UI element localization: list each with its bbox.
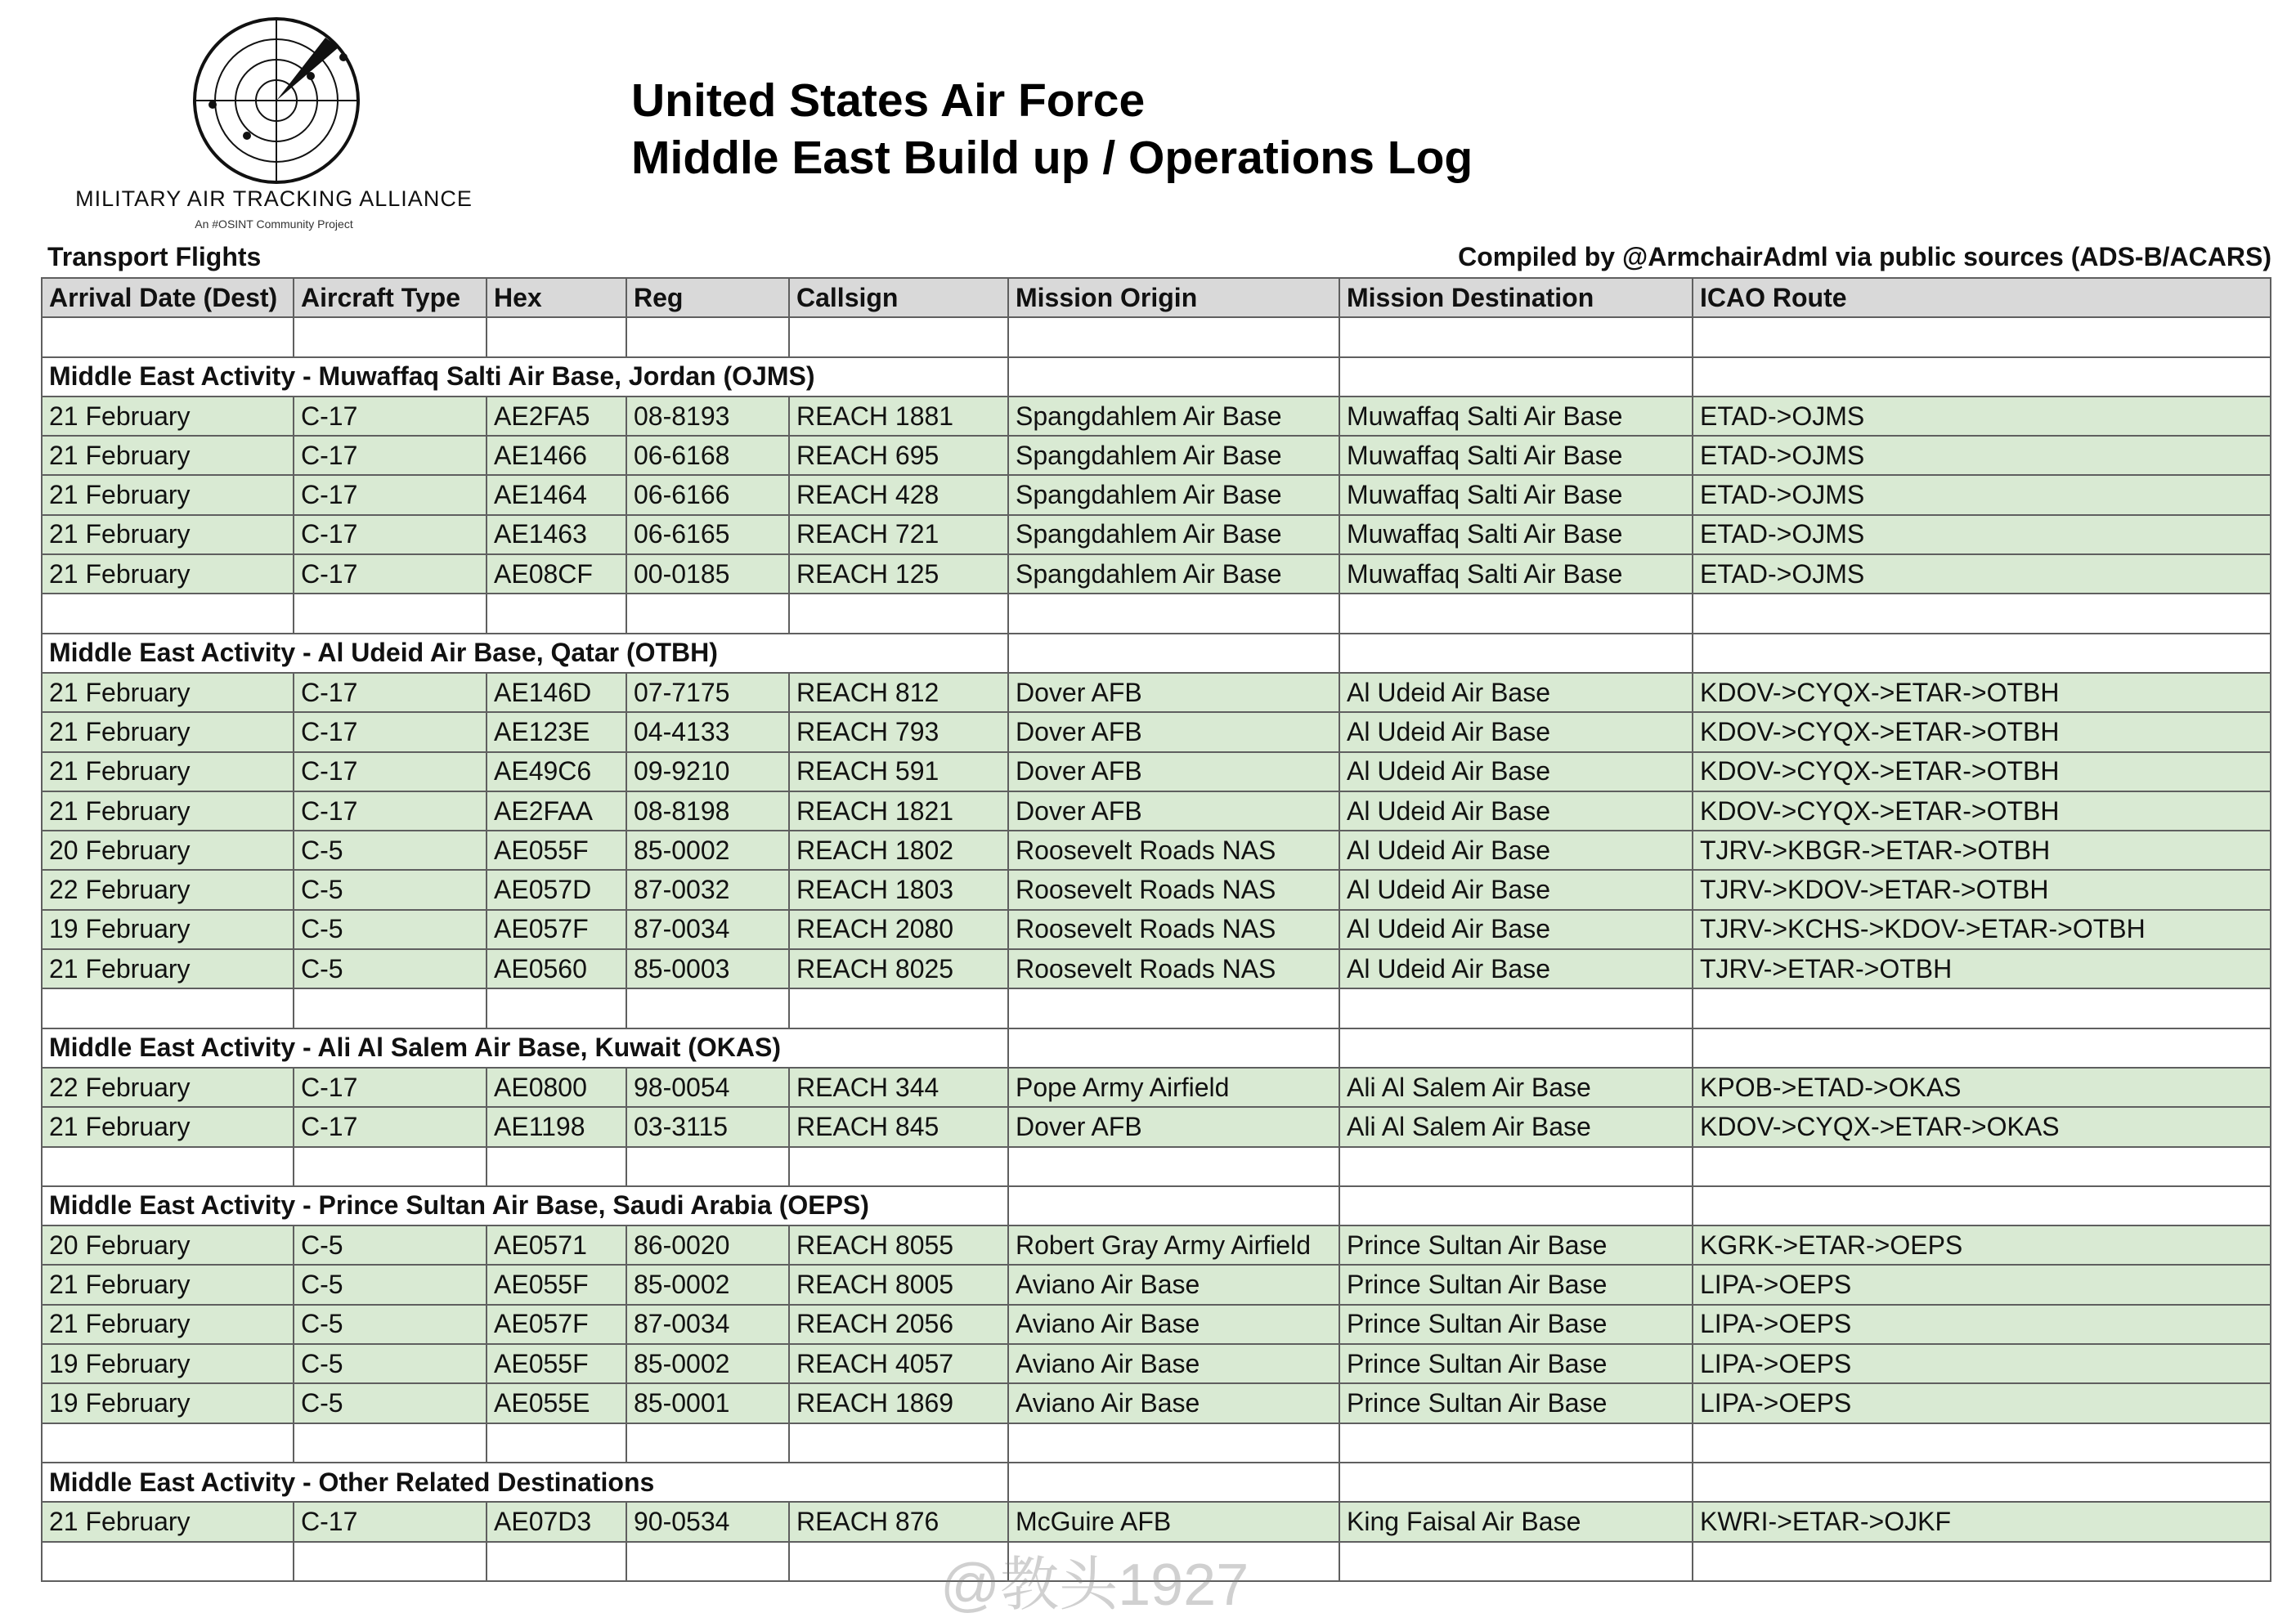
section-header-row <box>42 634 2271 673</box>
section-title: Middle East Activity - Muwaffaq Salti Air Base, Jordan (OJMS) <box>42 357 1008 397</box>
table-cell: 21 February <box>42 752 294 791</box>
table-cell: C-5 <box>294 1383 487 1423</box>
table-row <box>42 791 2271 831</box>
table-cell: AE2FAA <box>487 791 626 831</box>
table-cell: 06-6168 <box>626 436 789 475</box>
table-cell: AE146D <box>487 673 626 712</box>
table-cell: Prince Sultan Air Base <box>1339 1265 1693 1304</box>
table-cell: 87-0034 <box>626 910 789 949</box>
logo-name: MILITARY AIR TRACKING ALLIANCE <box>75 186 473 211</box>
table-cell: AE0571 <box>487 1225 626 1265</box>
empty-cell <box>294 1423 487 1463</box>
empty-cell <box>626 1542 789 1581</box>
column-header: Reg <box>626 278 789 317</box>
table-row <box>42 831 2271 870</box>
table-cell: AE055F <box>487 1265 626 1304</box>
table-cell: 85-0001 <box>626 1383 789 1423</box>
empty-cell <box>487 988 626 1028</box>
table-cell: ETAD->OJMS <box>1693 515 2271 554</box>
table-cell: Dover AFB <box>1008 1107 1339 1146</box>
title-line-1: United States Air Force <box>631 74 1146 127</box>
table-cell: Al Udeid Air Base <box>1339 712 1693 751</box>
empty-cell <box>487 317 626 356</box>
table-cell: TJRV->KBGR->ETAR->OTBH <box>1693 831 2271 870</box>
table-cell: 20 February <box>42 831 294 870</box>
table-cell: REACH 695 <box>789 436 1008 475</box>
empty-cell <box>1008 1147 1339 1186</box>
empty-cell <box>626 317 789 356</box>
table-row <box>42 397 2271 436</box>
table-cell: Roosevelt Roads NAS <box>1008 870 1339 909</box>
table-cell: 85-0003 <box>626 949 789 988</box>
table-cell: C-5 <box>294 870 487 909</box>
empty-cell <box>1008 1463 1339 1502</box>
empty-cell <box>789 988 1008 1028</box>
empty-cell <box>1339 1542 1693 1581</box>
column-header: Callsign <box>789 278 1008 317</box>
table-cell: Prince Sultan Air Base <box>1339 1305 1693 1344</box>
table-cell: C-17 <box>294 752 487 791</box>
table-cell: 21 February <box>42 436 294 475</box>
empty-cell <box>626 1423 789 1463</box>
table-cell: AE2FA5 <box>487 397 626 436</box>
table-cell: C-17 <box>294 554 487 594</box>
empty-cell <box>626 1147 789 1186</box>
section-title: Middle East Activity - Prince Sultan Air Base, Saudi Arabia (OEPS) <box>42 1186 1008 1225</box>
table-cell: Al Udeid Air Base <box>1339 949 1693 988</box>
table-cell: AE07D3 <box>487 1502 626 1541</box>
blank-row <box>42 1147 2271 1186</box>
empty-cell <box>1693 988 2271 1028</box>
table-cell: Spangdahlem Air Base <box>1008 554 1339 594</box>
table-cell: Muwaffaq Salti Air Base <box>1339 436 1693 475</box>
empty-cell <box>1693 634 2271 673</box>
empty-cell <box>626 988 789 1028</box>
table-cell: REACH 721 <box>789 515 1008 554</box>
operations-table <box>41 277 2271 1582</box>
table-row <box>42 475 2271 514</box>
table-cell: Al Udeid Air Base <box>1339 752 1693 791</box>
table-cell: C-17 <box>294 475 487 514</box>
table-cell: 20 February <box>42 1225 294 1265</box>
table-row <box>42 1068 2271 1107</box>
column-header: Arrival Date (Dest) <box>42 278 294 317</box>
table-row <box>42 910 2271 949</box>
table-cell: REACH 8055 <box>789 1225 1008 1265</box>
column-header: Mission Origin <box>1008 278 1339 317</box>
table-cell: TJRV->KDOV->ETAR->OTBH <box>1693 870 2271 909</box>
table-cell: 21 February <box>42 1265 294 1304</box>
table-cell: REACH 8005 <box>789 1265 1008 1304</box>
empty-cell <box>42 1147 294 1186</box>
table-cell: C-5 <box>294 1344 487 1383</box>
empty-cell <box>1693 357 2271 397</box>
table-cell: LIPA->OEPS <box>1693 1265 2271 1304</box>
empty-cell <box>1693 1463 2271 1502</box>
section-title: Middle East Activity - Ali Al Salem Air Base, Kuwait (OKAS) <box>42 1028 1008 1068</box>
table-cell: C-5 <box>294 949 487 988</box>
table-cell: Al Udeid Air Base <box>1339 870 1693 909</box>
table-row <box>42 949 2271 988</box>
table-cell: C-5 <box>294 831 487 870</box>
table-cell: LIPA->OEPS <box>1693 1344 2271 1383</box>
empty-cell <box>1008 594 1339 633</box>
table-cell: AE057D <box>487 870 626 909</box>
table-cell: 21 February <box>42 712 294 751</box>
column-header: Hex <box>487 278 626 317</box>
table-cell: ETAD->OJMS <box>1693 554 2271 594</box>
table-cell: REACH 793 <box>789 712 1008 751</box>
table-cell: AE1466 <box>487 436 626 475</box>
table-cell: C-5 <box>294 910 487 949</box>
table-cell: Dover AFB <box>1008 712 1339 751</box>
table-row <box>42 1225 2271 1265</box>
table-cell: Aviano Air Base <box>1008 1344 1339 1383</box>
table-cell: AE1463 <box>487 515 626 554</box>
table-cell: 21 February <box>42 1107 294 1146</box>
empty-cell <box>1693 1186 2271 1225</box>
empty-cell <box>1008 1423 1339 1463</box>
table-cell: Aviano Air Base <box>1008 1305 1339 1344</box>
table-cell: C-17 <box>294 397 487 436</box>
empty-cell <box>1008 1028 1339 1068</box>
compiled-by: Compiled by @ArmchairAdml via public sources (ADS-B/ACARS) <box>1458 242 2271 271</box>
section-header-row <box>42 1028 2271 1068</box>
table-cell: KDOV->CYQX->ETAR->OTBH <box>1693 752 2271 791</box>
empty-cell <box>294 1147 487 1186</box>
table-cell: C-17 <box>294 1107 487 1146</box>
empty-cell <box>1339 1028 1693 1068</box>
table-body <box>42 317 2271 1581</box>
blank-row <box>42 1423 2271 1463</box>
empty-cell <box>294 594 487 633</box>
table-cell: Roosevelt Roads NAS <box>1008 910 1339 949</box>
blank-row <box>42 988 2271 1028</box>
empty-cell <box>42 1423 294 1463</box>
empty-cell <box>1693 1542 2271 1581</box>
table-cell: AE0800 <box>487 1068 626 1107</box>
radar-icon <box>188 15 368 186</box>
table-row <box>42 712 2271 751</box>
table-cell: REACH 428 <box>789 475 1008 514</box>
table-cell: Dover AFB <box>1008 673 1339 712</box>
table-cell: AE49C6 <box>487 752 626 791</box>
table-cell: Spangdahlem Air Base <box>1008 397 1339 436</box>
table-cell: Muwaffaq Salti Air Base <box>1339 554 1693 594</box>
table-cell: 22 February <box>42 1068 294 1107</box>
table-cell: REACH 845 <box>789 1107 1008 1146</box>
table-cell: 21 February <box>42 949 294 988</box>
watermark: @教头1927 <box>940 1553 1249 1618</box>
column-header: ICAO Route <box>1693 278 2271 317</box>
empty-cell <box>1693 594 2271 633</box>
table-row <box>42 1305 2271 1344</box>
table-cell: 21 February <box>42 515 294 554</box>
empty-cell <box>789 1147 1008 1186</box>
table-cell: 21 February <box>42 1502 294 1541</box>
table-cell: REACH 1881 <box>789 397 1008 436</box>
empty-cell <box>1693 317 2271 356</box>
table-cell: AE1198 <box>487 1107 626 1146</box>
table-row <box>42 673 2271 712</box>
table-cell: ETAD->OJMS <box>1693 397 2271 436</box>
table-cell: AE08CF <box>487 554 626 594</box>
table-cell: Spangdahlem Air Base <box>1008 515 1339 554</box>
table-cell: 21 February <box>42 475 294 514</box>
section-header-row <box>42 1463 2271 1502</box>
section-header-row <box>42 357 2271 397</box>
table-cell: 19 February <box>42 1383 294 1423</box>
table-row <box>42 436 2271 475</box>
table-row <box>42 870 2271 909</box>
table-cell: TJRV->KCHS->KDOV->ETAR->OTBH <box>1693 910 2271 949</box>
empty-cell <box>1339 1186 1693 1225</box>
table-cell: 85-0002 <box>626 831 789 870</box>
table-cell: 06-6165 <box>626 515 789 554</box>
table-cell: C-5 <box>294 1265 487 1304</box>
table-cell: Muwaffaq Salti Air Base <box>1339 397 1693 436</box>
empty-cell <box>487 1147 626 1186</box>
empty-cell <box>1008 317 1339 356</box>
table-cell: LIPA->OEPS <box>1693 1383 2271 1423</box>
table-cell: AE0560 <box>487 949 626 988</box>
section-title: Middle East Activity - Other Related Destinations <box>42 1463 1008 1502</box>
table-cell: 21 February <box>42 673 294 712</box>
table-row <box>42 1502 2271 1541</box>
table-cell: C-17 <box>294 1502 487 1541</box>
table-cell: Al Udeid Air Base <box>1339 673 1693 712</box>
table-cell: C-17 <box>294 791 487 831</box>
table-cell: 98-0054 <box>626 1068 789 1107</box>
table-cell: Aviano Air Base <box>1008 1383 1339 1423</box>
table-cell: KWRI->ETAR->OJKF <box>1693 1502 2271 1541</box>
table-cell: Prince Sultan Air Base <box>1339 1344 1693 1383</box>
table-cell: AE055F <box>487 831 626 870</box>
table-cell: REACH 2056 <box>789 1305 1008 1344</box>
table-cell: REACH 1803 <box>789 870 1008 909</box>
table-cell: KDOV->CYQX->ETAR->OTBH <box>1693 791 2271 831</box>
empty-cell <box>1339 1147 1693 1186</box>
empty-cell <box>789 1423 1008 1463</box>
title-line-2: Middle East Build up / Operations Log <box>631 132 1473 184</box>
table-row <box>42 554 2271 594</box>
table-cell: 03-3115 <box>626 1107 789 1146</box>
empty-cell <box>487 1423 626 1463</box>
table-cell: KDOV->CYQX->ETAR->OTBH <box>1693 673 2271 712</box>
page-title <box>631 72 1473 186</box>
table-cell: Robert Gray Army Airfield <box>1008 1225 1339 1265</box>
column-header: Aircraft Type <box>294 278 487 317</box>
table-cell: 86-0020 <box>626 1225 789 1265</box>
empty-cell <box>789 594 1008 633</box>
table-cell: C-17 <box>294 1068 487 1107</box>
table-cell: 08-8198 <box>626 791 789 831</box>
table-cell: C-17 <box>294 436 487 475</box>
table-cell: C-17 <box>294 673 487 712</box>
table-cell: KPOB->ETAD->OKAS <box>1693 1068 2271 1107</box>
empty-cell <box>1339 594 1693 633</box>
table-cell: REACH 8025 <box>789 949 1008 988</box>
table-cell: 87-0034 <box>626 1305 789 1344</box>
empty-cell <box>1339 1463 1693 1502</box>
table-cell: REACH 2080 <box>789 910 1008 949</box>
empty-cell <box>1339 1423 1693 1463</box>
table-cell: REACH 876 <box>789 1502 1008 1541</box>
empty-cell <box>1693 1147 2271 1186</box>
table-cell: AE1464 <box>487 475 626 514</box>
empty-cell <box>42 988 294 1028</box>
table-row <box>42 1344 2271 1383</box>
table-cell: TJRV->ETAR->OTBH <box>1693 949 2271 988</box>
table-cell: Prince Sultan Air Base <box>1339 1383 1693 1423</box>
table-cell: 22 February <box>42 870 294 909</box>
table-row <box>42 1265 2271 1304</box>
table-cell: C-17 <box>294 515 487 554</box>
table-cell: 04-4133 <box>626 712 789 751</box>
table-cell: AE057F <box>487 910 626 949</box>
empty-cell <box>1693 1028 2271 1068</box>
empty-cell <box>1008 357 1339 397</box>
empty-cell <box>1339 634 1693 673</box>
table-cell: AE123E <box>487 712 626 751</box>
table-cell: REACH 1821 <box>789 791 1008 831</box>
table-cell: McGuire AFB <box>1008 1502 1339 1541</box>
empty-cell <box>294 317 487 356</box>
table-cell: REACH 125 <box>789 554 1008 594</box>
empty-cell <box>1339 357 1693 397</box>
table-cell: 06-6166 <box>626 475 789 514</box>
table-cell: 19 February <box>42 1344 294 1383</box>
table-row <box>42 515 2271 554</box>
empty-cell <box>1008 634 1339 673</box>
empty-cell <box>294 1542 487 1581</box>
table-cell: King Faisal Air Base <box>1339 1502 1693 1541</box>
table-cell: REACH 1869 <box>789 1383 1008 1423</box>
table-cell: KDOV->CYQX->ETAR->OTBH <box>1693 712 2271 751</box>
table-cell: 00-0185 <box>626 554 789 594</box>
table-cell: 21 February <box>42 554 294 594</box>
table-cell: Prince Sultan Air Base <box>1339 1225 1693 1265</box>
table-cell: Spangdahlem Air Base <box>1008 475 1339 514</box>
section-header-row <box>42 1186 2271 1225</box>
table-cell: Roosevelt Roads NAS <box>1008 831 1339 870</box>
column-header: Mission Destination <box>1339 278 1693 317</box>
empty-cell <box>1008 988 1339 1028</box>
table-cell: 21 February <box>42 1305 294 1344</box>
table-cell: LIPA->OEPS <box>1693 1305 2271 1344</box>
table-cell: Aviano Air Base <box>1008 1265 1339 1304</box>
table-cell: Al Udeid Air Base <box>1339 791 1693 831</box>
table-cell: Dover AFB <box>1008 791 1339 831</box>
table-row <box>42 752 2271 791</box>
table-cell: 09-9210 <box>626 752 789 791</box>
table-cell: Pope Army Airfield <box>1008 1068 1339 1107</box>
table-cell: Ali Al Salem Air Base <box>1339 1107 1693 1146</box>
table-cell: AE055F <box>487 1344 626 1383</box>
empty-cell <box>42 594 294 633</box>
table-cell: REACH 1802 <box>789 831 1008 870</box>
empty-cell <box>42 317 294 356</box>
table-cell: Ali Al Salem Air Base <box>1339 1068 1693 1107</box>
table-cell: ETAD->OJMS <box>1693 475 2271 514</box>
table-cell: AE055E <box>487 1383 626 1423</box>
table-cell: 85-0002 <box>626 1265 789 1304</box>
table-cell: REACH 344 <box>789 1068 1008 1107</box>
table-cell: Muwaffaq Salti Air Base <box>1339 515 1693 554</box>
table-cell: 87-0032 <box>626 870 789 909</box>
empty-cell <box>626 594 789 633</box>
table-cell: 08-8193 <box>626 397 789 436</box>
table-cell: ETAD->OJMS <box>1693 436 2271 475</box>
table-cell: 90-0534 <box>626 1502 789 1541</box>
section-caption: Transport Flights <box>47 242 262 271</box>
table-cell: 19 February <box>42 910 294 949</box>
table-cell: 07-7175 <box>626 673 789 712</box>
table-cell: REACH 591 <box>789 752 1008 791</box>
table-cell: REACH 4057 <box>789 1344 1008 1383</box>
header-row <box>42 278 2271 317</box>
empty-cell <box>1693 1423 2271 1463</box>
table-cell: AE057F <box>487 1305 626 1344</box>
table-cell: 85-0002 <box>626 1344 789 1383</box>
logo <box>57 15 491 231</box>
blank-row <box>42 317 2271 356</box>
empty-cell <box>1008 1186 1339 1225</box>
table-cell: KDOV->CYQX->ETAR->OKAS <box>1693 1107 2271 1146</box>
section-title: Middle East Activity - Al Udeid Air Base, Qatar (OTBH) <box>42 634 1008 673</box>
table-cell: KGRK->ETAR->OEPS <box>1693 1225 2271 1265</box>
empty-cell <box>42 1542 294 1581</box>
table-cell: C-17 <box>294 712 487 751</box>
blank-row <box>42 594 2271 633</box>
table-row <box>42 1383 2271 1423</box>
table-cell: Roosevelt Roads NAS <box>1008 949 1339 988</box>
empty-cell <box>1339 317 1693 356</box>
table-cell: Dover AFB <box>1008 752 1339 791</box>
empty-cell <box>487 1542 626 1581</box>
table-cell: Muwaffaq Salti Air Base <box>1339 475 1693 514</box>
table-cell: C-5 <box>294 1305 487 1344</box>
table-cell: Al Udeid Air Base <box>1339 831 1693 870</box>
empty-cell <box>487 594 626 633</box>
table-cell: REACH 812 <box>789 673 1008 712</box>
table-cell: 21 February <box>42 791 294 831</box>
empty-cell <box>789 317 1008 356</box>
table-cell: C-5 <box>294 1225 487 1265</box>
empty-cell <box>1339 988 1693 1028</box>
empty-cell <box>294 988 487 1028</box>
table-cell: 21 February <box>42 397 294 436</box>
table-row <box>42 1107 2271 1146</box>
logo-subtitle: An #OSINT Community Project <box>195 217 353 231</box>
table-cell: Spangdahlem Air Base <box>1008 436 1339 475</box>
table-cell: Al Udeid Air Base <box>1339 910 1693 949</box>
